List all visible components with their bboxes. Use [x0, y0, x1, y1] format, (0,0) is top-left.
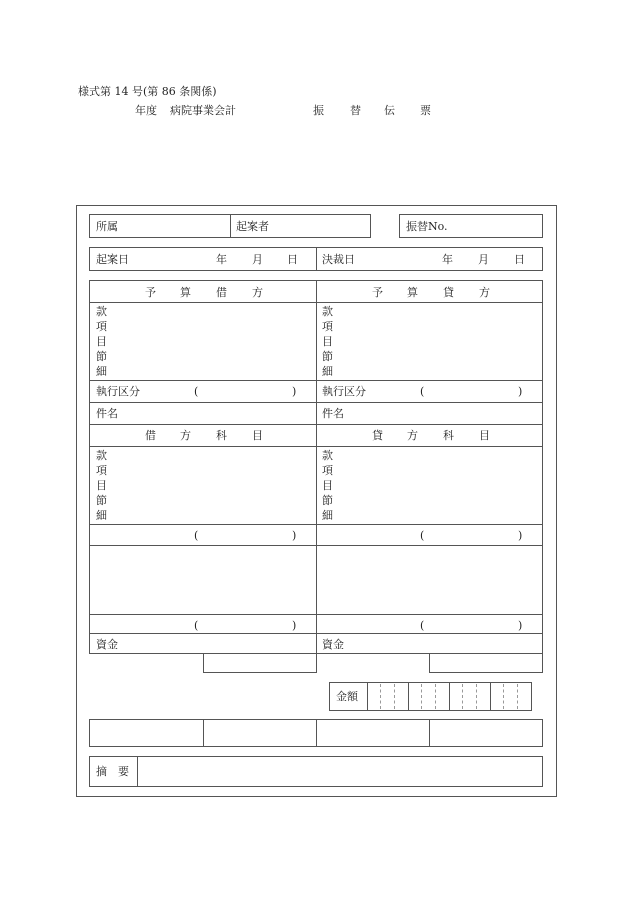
debit-funds-box[interactable]: [203, 653, 317, 673]
account-credit-title-char: 貸: [372, 429, 383, 442]
approval-cell[interactable]: [204, 720, 315, 746]
funds-label: 資金: [322, 638, 344, 651]
level-label: 細: [322, 365, 333, 378]
approval-cell[interactable]: [90, 720, 202, 746]
org-title: 病院事業会計: [170, 104, 236, 117]
level-label: 細: [322, 509, 333, 522]
level-label: 項: [322, 464, 333, 477]
open-paren: (: [420, 619, 425, 632]
draft-date-label: 起案日: [96, 253, 129, 266]
day-unit: 日: [287, 253, 298, 266]
open-paren: (: [420, 385, 425, 398]
rule: [89, 380, 543, 381]
level-label: 目: [96, 335, 107, 348]
rule: [89, 424, 543, 425]
level-label: 項: [96, 320, 107, 333]
drafter-label: 起案者: [236, 220, 269, 233]
close-paren: ): [518, 385, 523, 398]
month-unit: 月: [478, 253, 489, 266]
amount-label: 金額: [336, 690, 358, 703]
open-paren: (: [194, 385, 199, 398]
account-credit-title-char: 科: [443, 429, 454, 442]
level-label: 目: [322, 335, 333, 348]
rule: [89, 633, 543, 634]
year-unit: 年: [216, 253, 227, 266]
affiliation-label: 所属: [96, 220, 118, 233]
doc-title-char: 替: [350, 104, 361, 117]
account-debit-title-char: 科: [216, 429, 227, 442]
level-label: 目: [96, 479, 107, 492]
rule: [89, 524, 543, 525]
budget-debit-title-char: 予: [145, 286, 156, 299]
form-number: 様式第 14 号(第 86 条関係): [78, 85, 217, 98]
level-label: 款: [96, 305, 107, 318]
year-unit: 年: [442, 253, 453, 266]
close-paren: ): [518, 529, 523, 542]
divider: [316, 247, 317, 271]
rule: [89, 302, 543, 303]
day-unit: 日: [514, 253, 525, 266]
level-label: 款: [322, 305, 333, 318]
credit-detail-area[interactable]: [317, 546, 542, 613]
open-paren: (: [420, 529, 425, 542]
summary-label-char: 摘: [96, 765, 107, 778]
budget-credit-title-char: 予: [372, 286, 383, 299]
funds-label: 資金: [96, 638, 118, 651]
account-credit-title-char: 方: [407, 429, 418, 442]
budget-debit-title-char: 借: [216, 286, 227, 299]
level-label: 節: [322, 350, 333, 363]
close-paren: ): [292, 385, 297, 398]
level-label: 項: [96, 464, 107, 477]
subject-label: 件名: [96, 407, 118, 420]
month-unit: 月: [252, 253, 263, 266]
approval-cell[interactable]: [317, 720, 428, 746]
summary-field[interactable]: [138, 757, 542, 786]
account-debit-title-char: 目: [252, 429, 263, 442]
level-label: 細: [96, 365, 107, 378]
debit-detail-area[interactable]: [90, 546, 315, 613]
level-label: 細: [96, 509, 107, 522]
transfer-no-label: 振替No.: [406, 220, 448, 233]
credit-funds-box[interactable]: [429, 653, 543, 673]
level-label: 款: [322, 449, 333, 462]
close-paren: ): [518, 619, 523, 632]
level-label: 項: [322, 320, 333, 333]
year-label: 年度: [135, 104, 157, 117]
approval-cell[interactable]: [430, 720, 542, 746]
close-paren: ): [292, 619, 297, 632]
level-label: 目: [322, 479, 333, 492]
execution-label: 執行区分: [96, 385, 140, 398]
level-label: 節: [96, 494, 107, 507]
account-debit-title-char: 借: [145, 429, 156, 442]
decision-date-label: 決裁日: [322, 253, 355, 266]
budget-credit-title-char: 算: [407, 286, 418, 299]
summary-label-char: 要: [118, 765, 129, 778]
level-label: 款: [96, 449, 107, 462]
rule: [89, 614, 543, 615]
drafter-field[interactable]: [274, 215, 369, 237]
affiliation-field[interactable]: [120, 215, 228, 237]
divider: [230, 214, 231, 238]
level-label: 節: [96, 350, 107, 363]
doc-title-char: 伝: [384, 104, 395, 117]
rule: [89, 446, 543, 447]
doc-title-char: 票: [420, 104, 431, 117]
open-paren: (: [194, 529, 199, 542]
amount-field[interactable]: [368, 683, 531, 710]
rule: [89, 402, 543, 403]
budget-credit-title-char: 貸: [443, 286, 454, 299]
subject-label: 件名: [322, 407, 344, 420]
budget-debit-title-char: 方: [252, 286, 263, 299]
budget-debit-title-char: 算: [180, 286, 191, 299]
budget-credit-title-char: 方: [479, 286, 490, 299]
close-paren: ): [292, 529, 297, 542]
execution-label: 執行区分: [322, 385, 366, 398]
transfer-no-field[interactable]: [450, 215, 541, 237]
level-label: 節: [322, 494, 333, 507]
account-credit-title-char: 目: [479, 429, 490, 442]
doc-title-char: 振: [313, 104, 324, 117]
account-debit-title-char: 方: [180, 429, 191, 442]
open-paren: (: [194, 619, 199, 632]
